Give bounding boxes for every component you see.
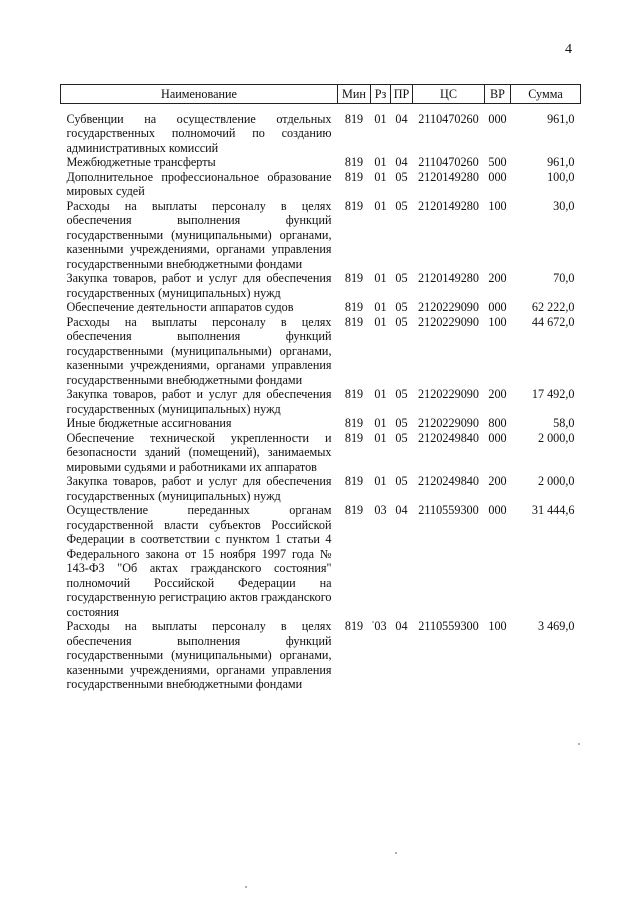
cell-vr: 100 (488, 619, 507, 633)
table-row (61, 199, 581, 272)
cell-pr: 05 (395, 300, 408, 314)
scan-speck (245, 886, 247, 888)
cell-vr: 800 (488, 416, 507, 430)
cell-min: 819 (344, 111, 364, 126)
cell-min: 819 (344, 416, 364, 430)
cell-vr: 000 (488, 300, 507, 314)
cell-rz: 01 (374, 198, 387, 213)
cell-vr: 000 (488, 430, 507, 445)
cell-pr: 05 (395, 198, 408, 213)
scan-speck (578, 743, 580, 745)
table-header (61, 85, 581, 104)
header-pr: ПР (391, 85, 413, 104)
table-row (61, 431, 581, 475)
cell-sum: 30,0 (553, 198, 575, 213)
cell-sum: 100,0 (547, 169, 575, 184)
cell-pr: 05 (395, 387, 408, 401)
table-body (61, 103, 581, 692)
cell-cs: 2120229090 (418, 387, 479, 401)
cell-sum: 31 444,6 (531, 503, 575, 517)
table-row (61, 315, 581, 388)
cell-name: Межбюджетные трансферты (66, 155, 216, 169)
cell-name: Расходы на выплаты персоналу в целях обеспечения выполнения функций государственными (муниципальными) органами, казенными учреждениями, органами управления государственными внебюджетными фондами (66, 619, 332, 691)
cell-cs: 2120249840 (418, 430, 479, 445)
table-row (61, 103, 581, 155)
cell-rz: 03 (374, 619, 387, 633)
cell-cs: 2120249840 (418, 474, 479, 488)
cell-name: Расходы на выплаты персоналу в целях обеспечения выполнения функций государственными (муниципальными) органами, казенными учреждениями, органами управления государственными внебюджетными фондами (66, 198, 332, 271)
scan-speck (372, 621, 374, 623)
header-rz: Рз (371, 85, 391, 104)
budget-table (60, 84, 581, 692)
cell-min: 819 (344, 271, 364, 285)
cell-sum: 2 000,0 (537, 474, 575, 488)
cell-name: Иные бюджетные ассигнования (66, 416, 232, 430)
cell-vr: 000 (488, 111, 507, 126)
cell-cs: 2110470260 (418, 155, 479, 169)
table-row (61, 170, 581, 199)
table-row (61, 155, 581, 170)
cell-rz: 01 (374, 314, 387, 329)
cell-rz: 01 (374, 300, 387, 314)
cell-rz: 01 (374, 155, 387, 169)
cell-min: 819 (344, 430, 364, 445)
cell-rz: 01 (374, 111, 387, 126)
table-row (61, 503, 581, 619)
header-min: Мин (338, 85, 371, 104)
header-name: Наименование (61, 85, 338, 104)
cell-rz: 01 (374, 271, 387, 285)
cell-vr: 200 (488, 474, 507, 488)
cell-sum: 2 000,0 (537, 430, 575, 445)
cell-name: Обеспечение деятельности аппаратов судов (66, 300, 294, 314)
cell-cs: 2120149280 (418, 198, 479, 213)
table-row (61, 271, 581, 300)
cell-name: Осуществление переданных органам государственной власти субъектов Российской Федерации в соответствии с пунктом 1 статьи 4 Федерального закона от 15 ноября 1997 года № 143-ФЗ "Об актах гражданского состояния" полномочий Российской Федерации на государственную регистрацию актов гражданского состояния (66, 503, 332, 619)
cell-pr: 05 (395, 430, 408, 445)
cell-sum: 961,0 (547, 111, 575, 126)
cell-rz: 03 (374, 503, 387, 517)
cell-cs: 2120229090 (418, 416, 479, 430)
cell-cs: 2110559300 (418, 619, 479, 633)
cell-pr: 05 (395, 474, 408, 488)
cell-sum: 17 492,0 (531, 387, 575, 401)
cell-sum: 44 672,0 (531, 314, 575, 329)
cell-name: Расходы на выплаты персоналу в целях обеспечения выполнения функций государственными (муниципальными) органами, казенными учреждениями, органами управления государственными внебюджетными фондами (66, 314, 332, 387)
header-sum: Сумма (511, 85, 581, 104)
cell-vr: 000 (488, 169, 507, 184)
cell-pr: 05 (395, 169, 408, 184)
table-row (61, 300, 581, 315)
cell-vr: 000 (488, 503, 507, 517)
cell-min: 819 (344, 314, 364, 329)
cell-pr: 05 (395, 271, 408, 285)
cell-pr: 04 (395, 503, 408, 517)
cell-name: Закупка товаров, работ и услуг для обеспечения государственных (муниципальных) нужд (66, 474, 332, 503)
cell-vr: 200 (488, 271, 507, 285)
cell-name: Субвенции на осуществление отдельных государственных полномочий по созданию административных комиссий (66, 111, 332, 155)
cell-pr: 05 (395, 314, 408, 329)
cell-cs: 2120149280 (418, 169, 479, 184)
cell-cs: 2120149280 (418, 271, 479, 285)
cell-cs: 2110559300 (418, 503, 479, 517)
cell-sum: 58,0 (553, 416, 575, 430)
cell-pr: 04 (395, 111, 408, 126)
cell-pr: 04 (395, 155, 408, 169)
cell-rz: 01 (374, 169, 387, 184)
cell-min: 819 (344, 169, 364, 184)
cell-min: 819 (344, 387, 364, 401)
cell-pr: 04 (395, 619, 408, 633)
cell-name: Закупка товаров, работ и услуг для обеспечения государственных (муниципальных) нужд (66, 271, 332, 300)
cell-min: 819 (344, 300, 364, 314)
table-row (61, 416, 581, 431)
cell-name: Закупка товаров, работ и услуг для обеспечения государственных (муниципальных) нужд (66, 387, 332, 416)
cell-min: 819 (344, 503, 364, 517)
cell-rz: 01 (374, 430, 387, 445)
cell-sum: 3 469,0 (537, 619, 575, 633)
header-cs: ЦС (413, 85, 485, 104)
cell-vr: 200 (488, 387, 507, 401)
page-number: 4 (565, 42, 572, 57)
cell-sum: 961,0 (547, 155, 575, 169)
scan-speck (395, 852, 397, 854)
table-row (61, 619, 581, 692)
cell-min: 819 (344, 619, 364, 633)
cell-vr: 100 (488, 198, 507, 213)
cell-vr: 500 (488, 155, 507, 169)
table-row (61, 387, 581, 416)
cell-pr: 05 (395, 416, 408, 430)
table-row (61, 474, 581, 503)
cell-rz: 01 (374, 474, 387, 488)
cell-min: 819 (344, 198, 364, 213)
cell-min: 819 (344, 155, 364, 169)
cell-cs: 2120229090 (418, 300, 479, 314)
cell-cs: 2110470260 (418, 111, 479, 126)
cell-name: Обеспечение технической укрепленности и безопасности зданий (помещений), занимаемых мировыми судьями и работниками их аппаратов (66, 430, 332, 474)
cell-sum: 70,0 (553, 271, 575, 285)
cell-sum: 62 222,0 (531, 300, 575, 314)
cell-name: Дополнительное профессиональное образование мировых судей (66, 169, 332, 198)
cell-vr: 100 (488, 314, 507, 329)
cell-cs: 2120229090 (418, 314, 479, 329)
cell-rz: 01 (374, 387, 387, 401)
cell-min: 819 (344, 474, 364, 488)
cell-rz: 01 (374, 416, 387, 430)
header-vr: ВР (485, 85, 511, 104)
